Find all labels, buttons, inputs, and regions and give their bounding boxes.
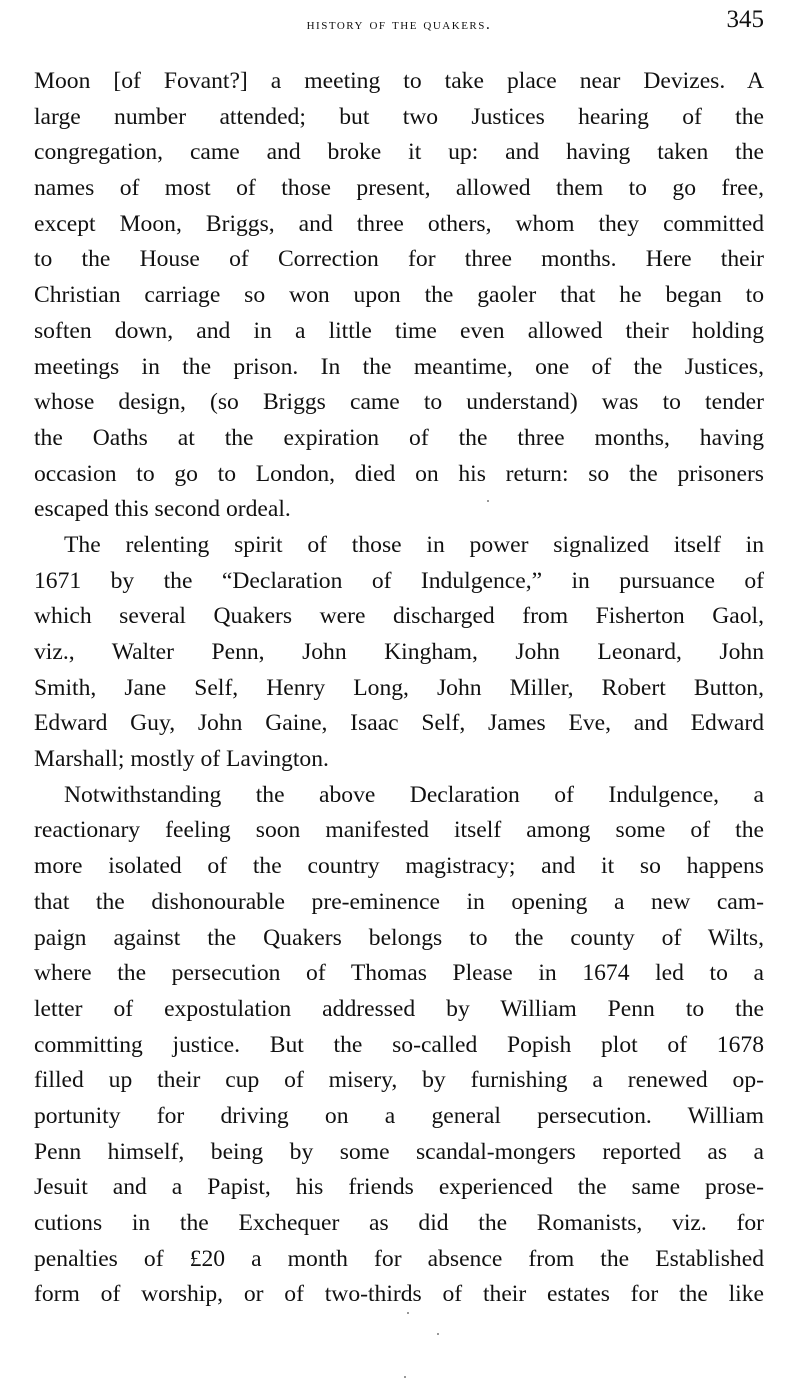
text-line: Smith, Jane Self, Henry Long, John Miller, Robert Button, <box>34 674 764 701</box>
text-line: large number attended; but two Justices hearing of the <box>34 103 764 130</box>
text-line: Jesuit and a Papist, his friends experienced the same prose- <box>34 1174 764 1201</box>
text-line: filled up their cup of misery, by furnishing a renewed op- <box>34 1067 764 1094</box>
text-line: Notwithstanding the above Declaration of Indulgence, a <box>64 781 764 808</box>
text-line: whose design, (so Briggs came to understand) was to tender <box>34 389 764 416</box>
text-line: reactionary feeling soon manifested itself among some of the <box>34 817 764 844</box>
text-line: committing justice. But the so-called Popish plot of 1678 <box>34 1031 764 1058</box>
print-speck <box>487 500 489 502</box>
text-line: that the dishonourable pre-eminence in opening a new cam- <box>34 888 764 915</box>
print-speck <box>407 1312 409 1314</box>
text-line: cutions in the Exchequer as did the Romanists, viz. for <box>34 1210 764 1236</box>
text-line: except Moon, Briggs, and three others, whom they committed <box>34 210 764 237</box>
text-line: Christian carriage so won upon the gaoler that he began to <box>34 282 764 309</box>
text-line: The relenting spirit of those in power signalized itself in <box>64 531 764 558</box>
page-number: 345 <box>726 6 764 33</box>
running-title: history of the quakers. <box>306 16 492 33</box>
print-speck <box>437 1333 439 1335</box>
text-line: escaped this second ordeal. <box>34 496 291 523</box>
text-line: form of worship, or of two-thirds of their estates for the like <box>34 1281 764 1308</box>
text-line: 1671 by the “Declaration of Indulgence,” in pursuance of <box>34 567 764 594</box>
text-line: viz., Walter Penn, John Kingham, John Leonard, John <box>34 639 764 665</box>
text-line: more isolated of the country magistracy; and it so happens <box>34 853 764 880</box>
text-line: Edward Guy, John Gaine, Isaac Self, James Eve, and Edward <box>34 710 764 737</box>
text-line: letter of expostulation addressed by William Penn to the <box>34 995 764 1022</box>
text-line: occasion to go to London, died on his return: so the prisoners <box>34 460 764 487</box>
text-line: where the persecution of Thomas Please in 1674 led to a <box>34 960 764 987</box>
text-line: soften down, and in a little time even allowed their holding <box>34 317 764 344</box>
text-line: Moon [of Fovant?] a meeting to take place near Devizes. A <box>34 68 764 94</box>
body-text <box>34 64 764 1313</box>
text-line: portunity for driving on a general persecution. William <box>34 1102 764 1129</box>
text-line: to the House of Correction for three months. Here their <box>34 246 764 273</box>
text-line: names of most of those present, allowed them to go free, <box>34 175 764 202</box>
text-line: Marshall; mostly of Lavington. <box>34 746 329 773</box>
text-line: Penn himself, being by some scandal-mongers reported as a <box>34 1138 764 1165</box>
print-speck <box>404 1376 406 1378</box>
text-line: which several Quakers were discharged from Fisherton Gaol, <box>34 603 764 630</box>
text-line: paign against the Quakers belongs to the county of Wilts, <box>34 924 764 951</box>
text-line: the Oaths at the expiration of the three months, having <box>34 424 764 451</box>
text-line: penalties of £20 a month for absence from the Established <box>34 1245 764 1272</box>
running-head <box>34 6 764 46</box>
text-line: congregation, came and broke it up: and having taken the <box>34 139 764 166</box>
text-line: meetings in the prison. In the meantime, one of the Justices, <box>34 353 764 380</box>
